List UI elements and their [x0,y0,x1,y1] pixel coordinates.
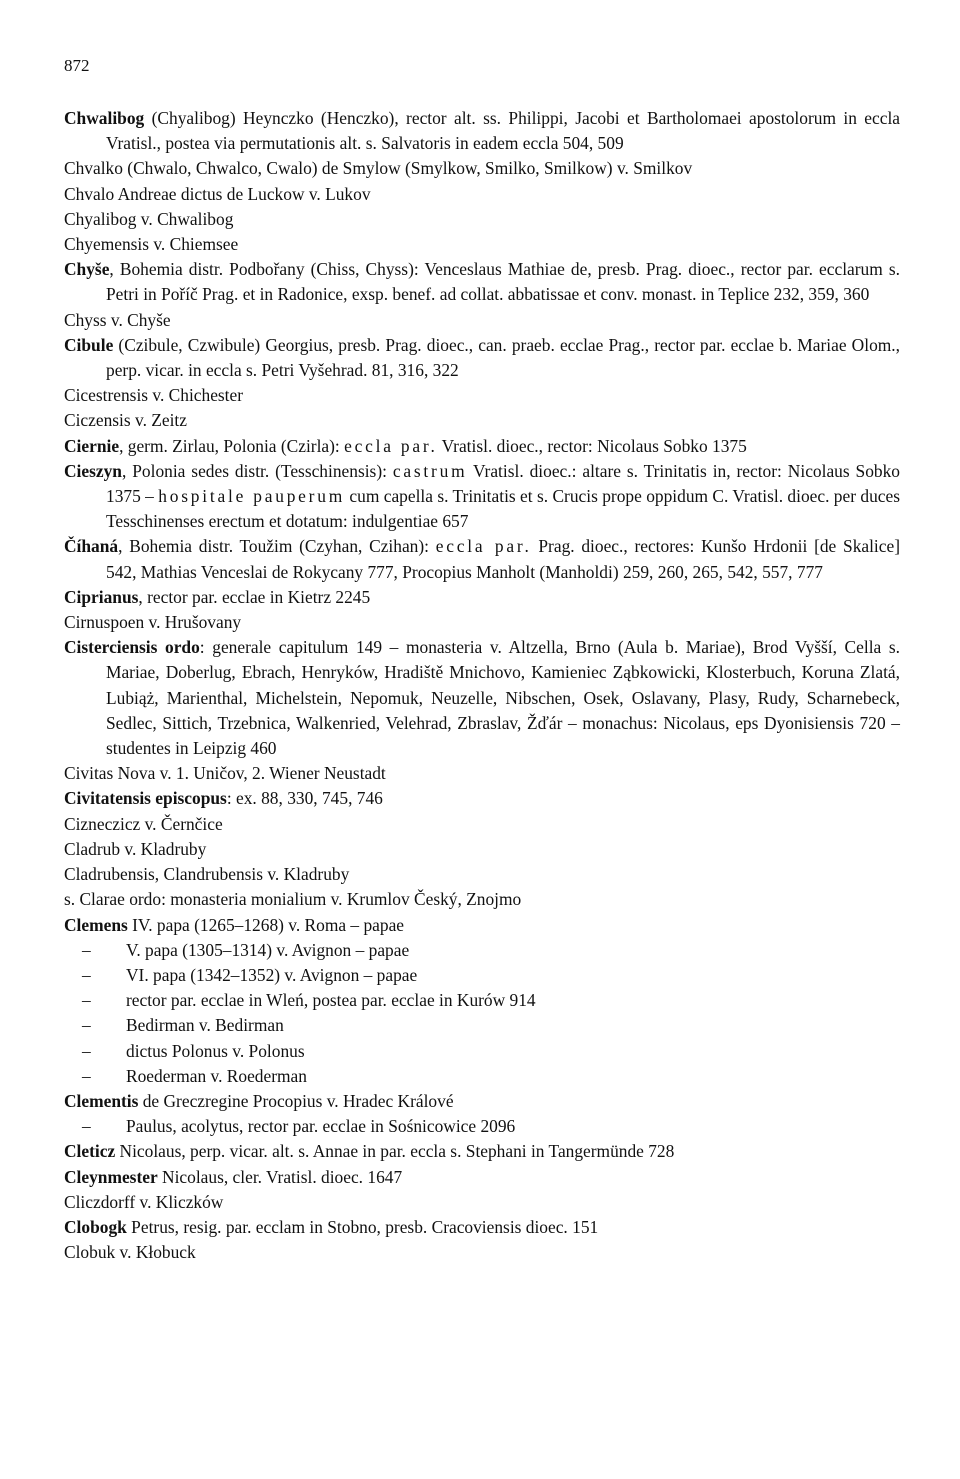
index-entry [64,812,900,837]
index-subentry [64,938,900,963]
entry-text: Cladrub v. Kladruby [64,838,207,859]
headword: Chwalibog [64,108,145,128]
headword: Číhaná [64,536,119,557]
index-entry [64,862,900,887]
subentry-dash: – [82,964,91,985]
entry-text: , rector par. ecclae in Kietrz 2245 [138,586,371,607]
index-entries [64,106,900,1265]
index-entry [64,837,900,862]
subentry-dash: – [82,1015,91,1036]
spaced-term: eccla par. [344,435,438,456]
subentry-dash: – [82,990,91,1011]
subentry-dash: – [82,1116,91,1137]
index-entry [64,635,900,761]
index-subentry [64,1114,900,1139]
index-entry [64,1240,900,1265]
index-entry [64,333,900,383]
entry-text: Roederman v. Roederman [126,1065,307,1086]
page-number: 872 [64,56,90,75]
index-entry [64,182,900,207]
index-entry [64,106,900,156]
index-entry [64,383,900,408]
index-entry [64,786,900,811]
entry-text: Chyss v. Chyše [64,309,171,330]
headword: Ciprianus [64,586,139,607]
spaced-term: hospitale pauperum [158,486,346,507]
index-entry [64,156,900,181]
entry-text: Chvalo Andreae dictus de Luckow v. Lukov [64,183,371,204]
entry-text: : ex. 88, 330, 745, 746 [226,788,383,809]
entry-text: rector par. ecclae in Wleń, postea par. ecclae in Kurów 914 [126,990,536,1011]
headword: Cleynmester [64,1166,158,1187]
entry-text: Civitas Nova v. 1. Uničov, 2. Wiener Neustadt [64,763,386,784]
index-entry [64,585,900,610]
entry-text: , Bohemia distr. Toužim (Czyhan, Czihan): [118,536,436,557]
entry-text: Paulus, acolytus, rector par. ecclae in Sośnicowice 2096 [126,1116,516,1137]
index-subentry [64,1013,900,1038]
entry-text: s. Clarae ordo: monasteria monialium v. Krumlov Český, Znojmo [64,889,522,910]
headword: Ciernie [64,435,120,456]
subentry-dash: – [82,1040,91,1061]
entry-text: Nicolaus, cler. Vratisl. dioec. 1647 [157,1166,403,1187]
entry-text: de Greczregine Procopius v. Hradec Králové [138,1090,454,1111]
index-entry [64,610,900,635]
index-subentry [64,988,900,1013]
spaced-term: castrum [392,460,468,481]
index-subentry [64,963,900,988]
entry-text: Petrus, resig. par. ecclam in Stobno, presb. Cracoviensis dioec. 151 [126,1216,599,1237]
entry-text: Chyalibog v. Chwalibog [64,208,234,229]
index-entry [64,534,900,584]
index-entry [64,232,900,257]
entry-text: Ciczensis v. Zeitz [64,410,187,431]
index-entry [64,913,900,938]
entry-text: Vratisl. dioec., rector: Nicolaus Sobko 1375 [437,435,747,456]
entry-text: Prag. dioec., rectores: Kunšo Hrdonii [de Skalice] 542, Mathias Venceslai de Rokycany 777, Procopius Manholt (Manholdi) 259, 260, 265, 542, 557, 777 [106,536,900,582]
headword: Clobogk [64,1216,127,1237]
index-entry [64,887,900,912]
entry-text: Cicestrensis v. Chichester [64,385,244,406]
index-entry [64,1190,900,1215]
index-subentry [64,1064,900,1089]
entry-text: Cladrubensis, Clandrubensis v. Kladruby [64,864,350,885]
index-entry [64,1165,900,1190]
entry-text: Cirnuspoen v. Hrušovany [64,612,242,633]
spaced-term: eccla par. [435,536,532,557]
headword: Civitatensis episcopus [64,788,227,809]
subentry-dash: – [82,939,91,960]
entry-text: Clobuk v. Kłobuck [64,1242,196,1263]
entry-text: Nicolaus, perp. vicar. alt. s. Annae in par. eccla s. Stephani in Tangermünde 728 [115,1141,675,1162]
entry-text: V. papa (1305–1314) v. Avignon – papae [126,939,410,960]
index-entry [64,761,900,786]
headword: Cisterciensis ordo [64,637,200,658]
index-entry [64,1215,900,1240]
headword: Clementis [64,1090,139,1111]
entry-text: Cizneczicz v. Černčice [64,813,223,834]
headword: Chyše [64,259,110,280]
headword: Cibule [64,334,114,355]
headword: Clemens [64,914,128,935]
index-entry [64,459,900,535]
entry-text: , Bohemia distr. Podbořany (Chiss, Chyss): Venceslaus Mathiae de, presb. Prag. dioec., rector par. ecclarum s. Petri in Poříč Prag. et in Radonice, exsp. benef. ad collat. abbatissae et conv. monast. in Teplice 232, 359, 360 [106,259,900,305]
entry-text: , Polonia sedes distr. (Tesschinensis): [121,460,393,481]
entry-text: cum capella s. Trinitatis et s. Crucis prope oppidum C. Vratisl. dioec. per duces Tesschinenses erectum et dotatum: indulgentiae 657 [106,486,900,532]
index-entry [64,434,900,459]
entry-text: Bedirman v. Bedirman [126,1015,284,1036]
entry-text: dictus Polonus v. Polonus [126,1040,305,1061]
index-entry [64,1139,900,1164]
headword: Cleticz [64,1141,116,1162]
entry-text: Chvalko (Chwalo, Chwalco, Cwalo) de Smylow (Smylkow, Smilko, Smilkow) v. Smilkov [64,158,693,179]
entry-text: Chyemensis v. Chiemsee [64,234,239,255]
entry-text: (Chyalibog) Heynczko (Henczko), rector alt. ss. Philippi, Jacobi et Bartholomaei apostolorum in eccla Vratisl., postea via permutationis alt. s. Salvatoris in eadem eccla 504, 509 [106,108,900,154]
headword: Cieszyn [64,460,122,481]
entry-text: Vratisl. dioec.: altare s. Trinitatis in, rector: Nicolaus Sobko 1375 – [106,460,901,507]
index-subentry [64,1039,900,1064]
index-entry [64,308,900,333]
index-entry [64,1089,900,1114]
subentry-dash: – [82,1065,91,1086]
entry-text: : generale capitulum 149 – monasteria v. Altzella, Brno (Aula b. Mariae), Brod Vyšší, Cella s. Mariae, Doberlug, Ebrach, Henryków, Hradiště Mnichovo, Kamieniec Ząbkowicki, Klosterbuch, Koruna Zlatá, Lubiąż, Marienthal, Michelstein, Nepomuk, Neuzelle, Nibschen, Osek, Oslavany, Plasy, Rudy, Scharnebeck, Sedlec, Sittich, Trzebnica, Walkenried, Velehrad, Zbraslav, Žďár – monachus: Nicolaus, eps Dyonisiensis 720 – studentes in Leipzig 460 [106,637,900,759]
entry-text: VI. papa (1342–1352) v. Avignon – papae [126,964,418,985]
entry-text: IV. papa (1265–1268) v. Roma – papae [127,914,405,935]
index-entry [64,207,900,232]
index-entry [64,257,900,307]
entry-text: Cliczdorff v. Kliczków [64,1191,224,1212]
index-entry [64,408,900,433]
entry-text: , germ. Zirlau, Polonia (Czirla): [119,435,345,456]
entry-text: (Czibule, Czwibule) Georgius, presb. Prag. dioec., can. praeb. ecclae Prag., rector par. ecclae b. Mariae Olom., perp. vicar. in eccla s. Petri Vyšehrad. 81, 316, 322 [106,334,900,381]
